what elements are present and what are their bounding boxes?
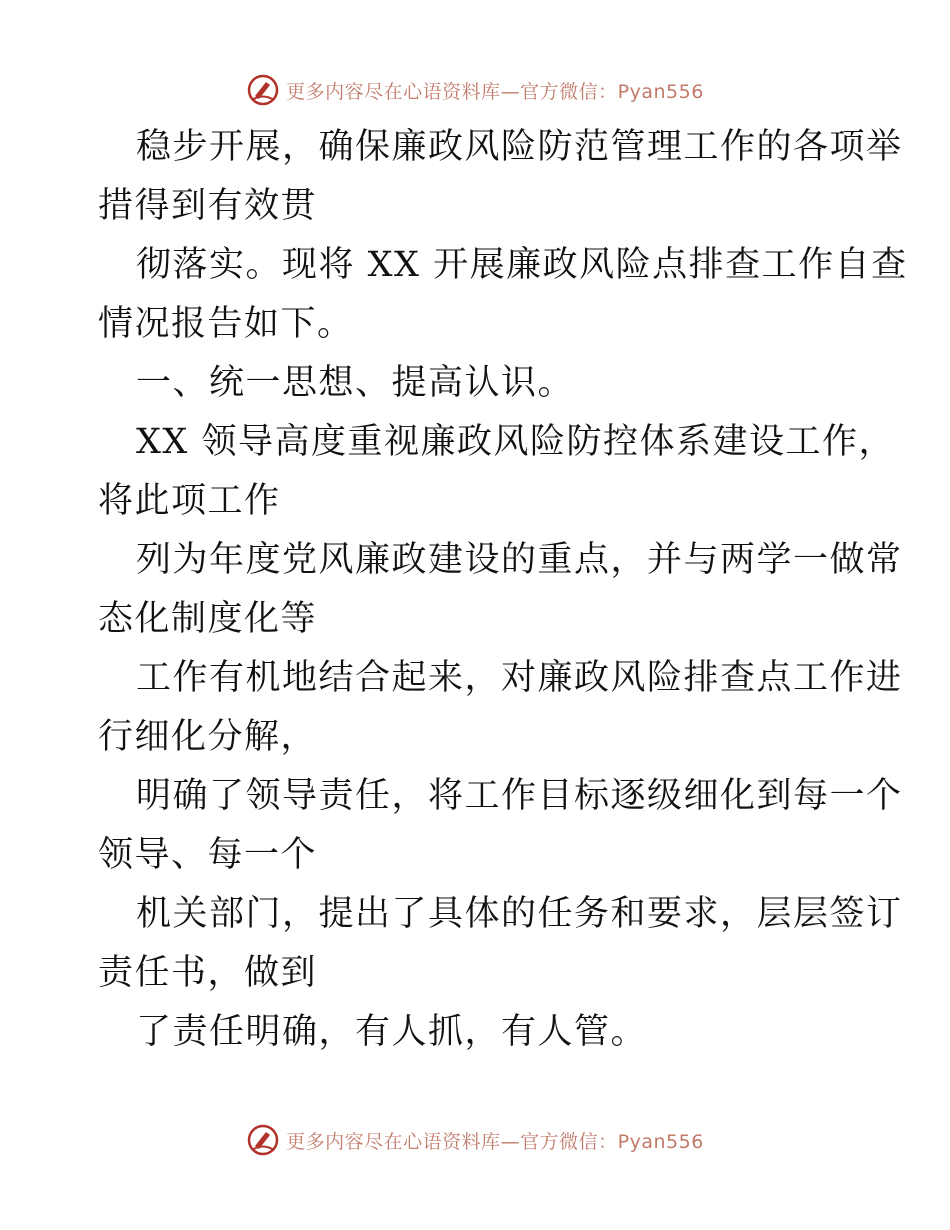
- body-line: 措得到有效贯: [98, 186, 318, 226]
- body-line: 将此项工作: [98, 481, 281, 521]
- body-line: 彻落实。现将 XX 开展廉政风险点排查工作自查: [136, 245, 908, 285]
- body-line: 情况报告如下。: [98, 304, 354, 344]
- body-line: 责任书，做到: [98, 953, 318, 993]
- body-line: 列为年度党风廉政建设的重点，并与两学一做常: [136, 540, 903, 580]
- body-line: 稳步开展，确保廉政风险防范管理工作的各项举: [136, 127, 903, 167]
- body-line: 机关部门，提出了具体的任务和要求，层层签订: [136, 894, 903, 934]
- body-line: 明确了领导责任，将工作目标逐级细化到每一个: [136, 776, 903, 816]
- pen-book-logo-icon: [246, 73, 280, 107]
- header-banner-text: 更多内容尽在心语资料库—官方微信：Pyan556: [286, 80, 704, 103]
- body-line: 态化制度化等: [98, 599, 318, 639]
- body-line: 工作有机地结合起来，对廉政风险排查点工作进: [136, 658, 903, 698]
- body-line: 领导、每一个: [98, 835, 318, 875]
- footer-banner-text: 更多内容尽在心语资料库—官方微信：Pyan556: [286, 1130, 704, 1153]
- pen-book-logo-icon: [246, 1123, 280, 1157]
- body-line: 行细化分解，: [98, 717, 318, 757]
- section-heading: 一、统一思想、提高认识。: [136, 363, 575, 403]
- body-line: 了责任明确，有人抓，有人管。: [136, 1012, 648, 1052]
- document-body: [98, 118, 908, 1062]
- body-line: XX 领导高度重视廉政风险防控体系建设工作，: [136, 422, 895, 462]
- header-banner: [0, 70, 950, 110]
- footer-banner: [0, 1120, 950, 1160]
